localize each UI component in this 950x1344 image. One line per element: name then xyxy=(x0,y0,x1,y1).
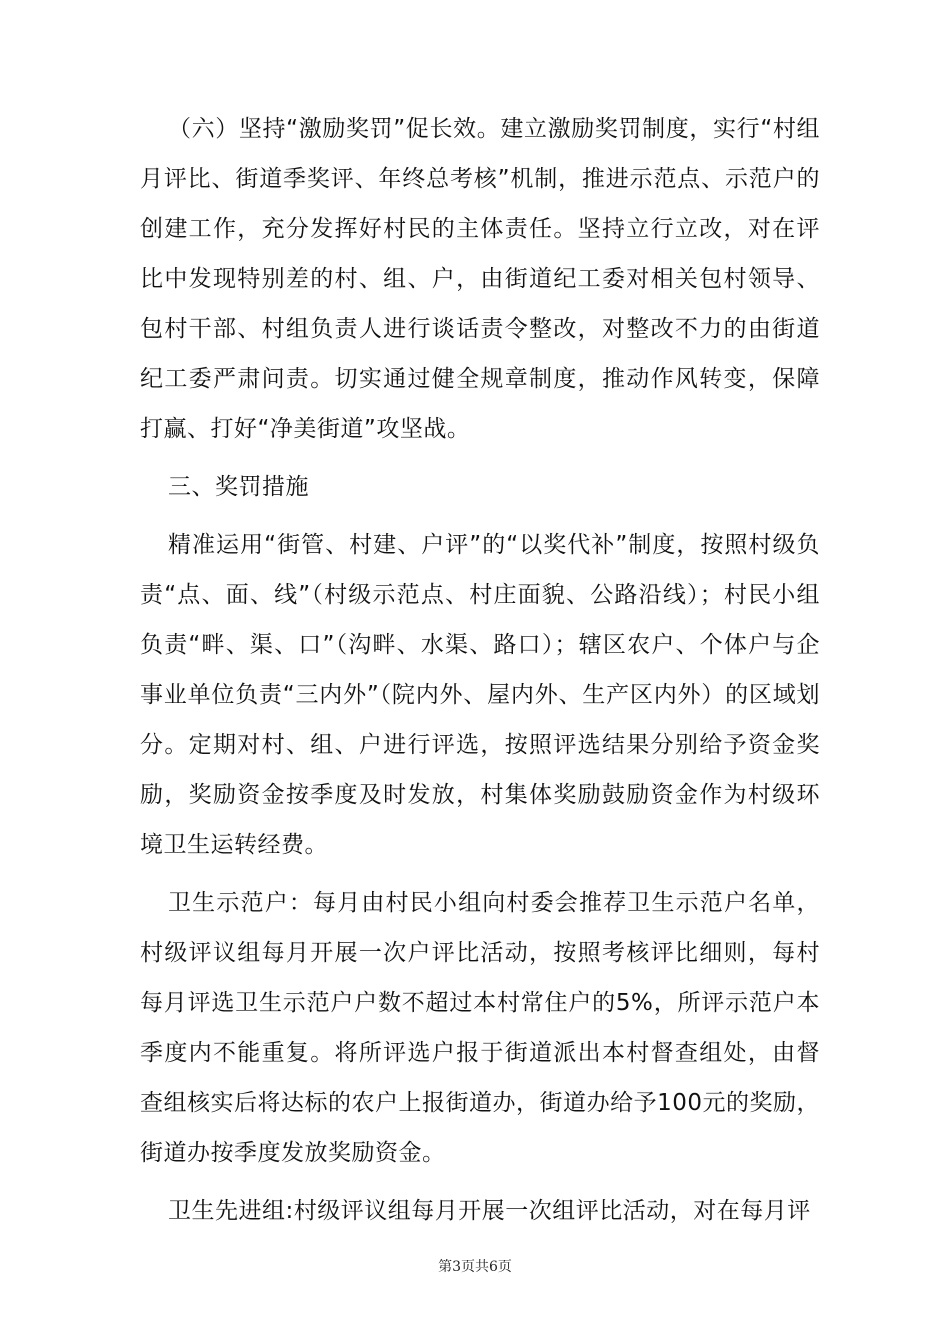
paragraph-incentive-mechanism: （六）坚持“激励奖罚”促长效。建立激励奖罚制度，实行“村组月评比、街道季奖评、年终总考核”机制，推进示范点、示范户的创建工作，充分发挥好村民的主体责任。坚持立行立改，对在评比中发现特别差的村、组、户，由街道纪工委对相关包村领导、包村干部、村组负责人进行谈话责令整改，对整改不力的由街道纪工委严肃问责。切实通过健全规章制度，推动作风转变，保障打赢、打好“净美街道”攻坚战。 xyxy=(140,116,820,442)
section-heading-rewards: 三、奖罚措施 xyxy=(168,474,309,500)
paragraph-advanced-group: 卫生先进组:村级评议组每月开展一次组评比活动，对在每月评 xyxy=(168,1198,811,1224)
document-body xyxy=(140,104,820,1244)
paragraph-model-household: 卫生示范户：每月由村民小组向村委会推荐卫生示范户名单，村级评议组每月开展一次户评比活动，按照考核评比细则，每村每月评选卫生示范户户数不超过本村常住户的5%，所评示范户本季度内不能重复。将所评选户报于街道派出本村督查组处，由督查组核实后将达标的农户上报街道办，街道办给予100元的奖励，街道办按季度发放奖励资金。 xyxy=(140,890,820,1166)
paragraph-reward-system: 精准运用“街管、村建、户评”的“以奖代补”制度，按照村级负责“点、面、线”（村级示范点、村庄面貌、公路沿线）；村民小组负责“畔、渠、口”（沟畔、水渠、路口）；辖区农户、个体户与企事业单位负责“三内外”（院内外、屋内外、生产区内外）的区域划分。定期对村、组、户进行评选，按照评选结果分别给予资金奖励，奖励资金按季度及时发放，村集体奖励鼓励资金作为村级环境卫生运转经费。 xyxy=(140,532,820,858)
page-number-footer: 第3页共6页 xyxy=(438,1259,512,1275)
